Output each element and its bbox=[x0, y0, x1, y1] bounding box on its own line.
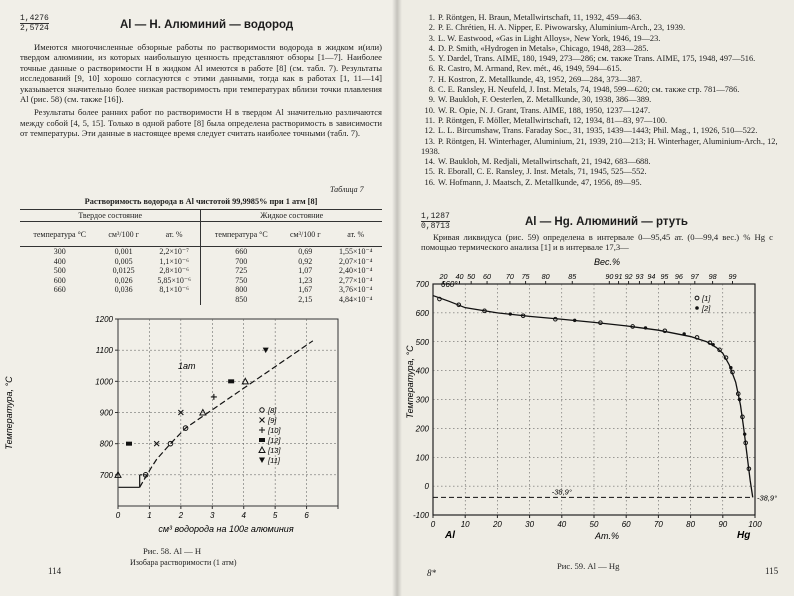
page-number-left: 114 bbox=[48, 566, 62, 576]
figure-58-caption: Рис. 58. Al — H bbox=[143, 546, 202, 556]
table-cell: 660 bbox=[201, 247, 281, 257]
table-title: Растворимость водорода в Al чистотой 99,9985% при 1 атм [8] bbox=[84, 197, 318, 206]
table-cell: 0,036 bbox=[114, 285, 133, 295]
reference-item bbox=[421, 106, 783, 116]
top-tick-label: 94 bbox=[647, 272, 656, 281]
book-gutter bbox=[392, 0, 402, 596]
figure-58-plot bbox=[4, 315, 338, 534]
x-tick-label: 0 bbox=[115, 511, 121, 520]
reference-number: 7. bbox=[428, 74, 435, 84]
table-cell: 2,8×10⁻⁶ bbox=[159, 266, 189, 276]
y-tick-label: 600 bbox=[415, 308, 429, 318]
top-tick-label: 50 bbox=[467, 272, 476, 281]
reference-item bbox=[421, 95, 783, 105]
table-row bbox=[20, 247, 382, 257]
table-cell: 750 bbox=[201, 276, 281, 286]
reference-item bbox=[421, 75, 783, 85]
legend-marker-filled bbox=[695, 306, 699, 310]
legend-label: [1] bbox=[702, 294, 711, 303]
table-column-header-row bbox=[20, 222, 382, 247]
data-point-filled-square bbox=[126, 442, 132, 446]
reference-number: 12. bbox=[424, 126, 435, 136]
reference-number: 9. bbox=[428, 95, 435, 105]
table-cell: 1,55×10⁻⁴ bbox=[338, 247, 373, 256]
top-tick-label: 92 bbox=[624, 272, 633, 281]
table-cell bbox=[99, 295, 147, 305]
y-tick-label: 1200 bbox=[95, 315, 113, 324]
x-tick-label: 50 bbox=[589, 520, 599, 529]
x-tick-label: 30 bbox=[525, 520, 535, 529]
table-cell: 2,2×10⁻⁷ bbox=[159, 247, 189, 256]
left-element-label: Al bbox=[445, 530, 455, 541]
figure-58-subcaption: Изобара растворимости (1 атм) bbox=[130, 558, 237, 567]
y-tick-label: 900 bbox=[99, 408, 113, 418]
top-tick-label: 90 bbox=[605, 272, 614, 281]
reference-number: 5. bbox=[428, 54, 435, 64]
reference-item bbox=[421, 137, 783, 158]
top-tick-label: 70 bbox=[505, 272, 514, 281]
reference-text: R. Eborall, C. E. Ransley, J. Inst. Metals, 71, 1945, 525—552. bbox=[438, 167, 647, 177]
table-cell: 8,1×10⁻⁶ bbox=[159, 285, 189, 295]
table-cell: 2,40×10⁻⁴ bbox=[338, 266, 373, 276]
table-cell: 0,0125 bbox=[112, 266, 135, 276]
table-cell: 2,07×10⁻⁴ bbox=[338, 256, 373, 266]
table-cell: 600 bbox=[53, 275, 66, 285]
table-cell: 2,15 bbox=[298, 294, 313, 304]
table-cell: 0,92 bbox=[298, 256, 313, 266]
liquid-isobar-line bbox=[140, 341, 313, 487]
table-cell: 400 bbox=[53, 256, 66, 266]
reference-item bbox=[421, 34, 783, 44]
melting-point-annotation: 660° bbox=[441, 279, 458, 289]
column-header: см³/100 г bbox=[99, 222, 147, 247]
atomic-ratio-fraction bbox=[20, 14, 49, 33]
reference-item bbox=[421, 178, 783, 188]
figure-59-plot bbox=[405, 257, 777, 541]
figure-58-chart bbox=[0, 305, 397, 570]
right-page bbox=[397, 0, 794, 596]
x-tick-label: 3 bbox=[210, 511, 215, 520]
fraction-top: 1,1287 bbox=[421, 212, 450, 221]
top-tick-label: 85 bbox=[568, 272, 577, 281]
legend-label: [13] bbox=[268, 446, 281, 455]
reference-item bbox=[421, 13, 783, 23]
top-tick-label: 91 bbox=[614, 272, 623, 281]
reference-number: 16. bbox=[424, 177, 435, 187]
liquidus-curve bbox=[433, 296, 753, 498]
table-row bbox=[20, 285, 382, 295]
table-group-header-row bbox=[20, 210, 382, 222]
table-cell: 850 bbox=[201, 295, 281, 305]
table-cell: 1,07 bbox=[298, 266, 313, 276]
x-tick-label: 70 bbox=[653, 520, 663, 529]
paragraph-1: Имеются многочисленные обзорные работы по растворимости водорода в жидком и(или) твердом алюминии, из которых наибольшую ценность представляют обзоры [1—7]. Наиболее точные данные о растворимости H в жидком Al имеются в работе [8] (см. табл. 7). Результаты исследований [9, 10] хорошо согласуются с этими данными, тогда как в работах [1, 11—14] указывается значительно более низкая растворимость при температурах вблизи точки плавления Al (рис. 58) (см. также [16]). bbox=[20, 42, 382, 105]
y-tick-label: 500 bbox=[415, 337, 429, 347]
table-cell: 800 bbox=[201, 285, 281, 295]
y-tick-label: -100 bbox=[412, 511, 429, 520]
data-point-filled bbox=[738, 398, 741, 401]
column-header: см³/100 г bbox=[281, 222, 329, 247]
x-axis-label: Ат.% bbox=[595, 531, 619, 541]
y-axis-label: Температура, °С bbox=[405, 345, 415, 419]
eutectic-right-annotation: -38,9° bbox=[757, 493, 778, 503]
legend-marker bbox=[260, 408, 264, 412]
reference-item bbox=[421, 44, 783, 54]
body-text bbox=[421, 232, 773, 253]
x-tick-label: 80 bbox=[686, 520, 696, 529]
legend-marker bbox=[259, 427, 265, 433]
y-tick-label: 200 bbox=[415, 424, 429, 434]
reference-item bbox=[421, 157, 783, 167]
y-tick-label: 700 bbox=[415, 280, 429, 289]
reference-number: 13. bbox=[424, 136, 435, 146]
data-point-filled bbox=[711, 343, 714, 346]
y-tick-label: 700 bbox=[99, 470, 113, 480]
reference-text: C. E. Ransley, H. Neufeld, J. Inst. Metals, 74, 1948, 599—620; см. также стр. 781—786. bbox=[438, 85, 740, 95]
column-header: ат. % bbox=[329, 222, 382, 247]
figure-59-caption: Рис. 59. Al — Hg bbox=[557, 561, 620, 571]
reference-text: P. E. Chrétien, H. A. Nipper, E. Piwowarsky, Aluminium-Arch., 23, 1939. bbox=[438, 23, 686, 33]
atomic-ratio-fraction bbox=[421, 212, 450, 231]
x-tick-label: 1 bbox=[147, 511, 152, 520]
y-tick-label: 400 bbox=[415, 366, 429, 376]
table-row bbox=[20, 257, 382, 267]
table-row bbox=[20, 266, 382, 276]
table-cell: 700 bbox=[201, 257, 281, 267]
reference-text: P. Röntgen, F. Möller, Metallwirtschaft, 12, 1934, 81—83, 97—100. bbox=[438, 115, 668, 125]
y-tick-label: 800 bbox=[99, 439, 113, 449]
body-text bbox=[20, 42, 382, 139]
table-cell: 1,1×10⁻⁶ bbox=[159, 256, 189, 266]
table-cell: 4,84×10⁻⁴ bbox=[338, 294, 373, 304]
reference-list bbox=[421, 13, 783, 188]
x-tick-label: 40 bbox=[557, 520, 567, 529]
legend-label: [12] bbox=[268, 436, 281, 445]
table-cell bbox=[20, 295, 99, 305]
table-cell: 500 bbox=[53, 266, 66, 276]
reference-number: 15. bbox=[424, 167, 435, 177]
x-tick-label: 60 bbox=[621, 520, 631, 529]
table-cell: 3,76×10⁻⁴ bbox=[338, 285, 373, 295]
reference-item bbox=[421, 126, 783, 136]
top-tick-label: 95 bbox=[660, 272, 669, 281]
reference-item bbox=[421, 85, 783, 95]
top-tick-label: 60 bbox=[483, 272, 492, 281]
top-tick-label: 97 bbox=[690, 272, 699, 281]
x-tick-label: 6 bbox=[304, 511, 309, 520]
x-tick-label: 4 bbox=[241, 511, 246, 520]
page-number-right: 115 bbox=[765, 566, 779, 576]
reference-number: 6. bbox=[428, 64, 435, 74]
legend-marker bbox=[259, 438, 265, 442]
data-point-filled bbox=[682, 332, 685, 335]
legend-marker-open bbox=[695, 296, 699, 300]
table-cell: 0,005 bbox=[114, 256, 133, 266]
table-cell: 5,85×10⁻⁶ bbox=[157, 275, 191, 285]
y-axis-label: Температура, °С bbox=[4, 376, 14, 450]
data-point-filled bbox=[644, 326, 647, 329]
top-tick-label: 96 bbox=[674, 272, 683, 281]
eutectic-annotation: -38,9° bbox=[551, 487, 572, 497]
reference-item bbox=[421, 54, 783, 64]
reference-text: W. R. Opie, N. J. Grant, Trans. AIME, 188, 1950, 1237—1247. bbox=[438, 105, 651, 115]
reference-item bbox=[421, 23, 783, 33]
data-point-filled bbox=[743, 432, 746, 435]
legend-label: [8] bbox=[268, 406, 277, 415]
top-tick-label: 40 bbox=[455, 272, 464, 281]
reference-number: 4. bbox=[428, 43, 435, 53]
legend-label: [2] bbox=[702, 304, 711, 313]
top-tick-label: 99 bbox=[728, 272, 737, 281]
legend-marker bbox=[259, 458, 265, 464]
reference-number: 1. bbox=[428, 13, 435, 22]
table-row bbox=[20, 276, 382, 286]
x-tick-label: 0 bbox=[430, 520, 436, 529]
data-point-filled bbox=[573, 319, 576, 322]
fraction-bottom: 2,5724 bbox=[20, 24, 49, 33]
reference-number: 2. bbox=[428, 23, 435, 33]
reference-text: P. Röntgen, H. Winterhager, Aluminium, 21, 1939, 210—213; H. Winterhager, Aluminium-Arch., 12, 1938. bbox=[421, 136, 778, 156]
table-cell: 0,69 bbox=[298, 247, 313, 256]
legend-marker bbox=[260, 418, 265, 423]
reference-text: R. Castro, M. Armand, Rev. mét., 46, 1949, 594—615. bbox=[438, 64, 622, 74]
y-tick-label: 1100 bbox=[95, 346, 113, 356]
reference-text: H. Kostron, Z. Metallkunde, 43, 1952, 269—284, 373—387. bbox=[438, 74, 643, 84]
table-cell: 725 bbox=[201, 266, 281, 276]
table-cell: 300 bbox=[53, 247, 66, 256]
reference-number: 8. bbox=[428, 85, 435, 95]
y-tick-label: 100 bbox=[415, 453, 429, 463]
table-cell: 660 bbox=[53, 285, 66, 295]
legend-label: [9] bbox=[268, 416, 277, 425]
reference-text: D. P. Smith, «Hydrogen in Metals», Chicago, 1948, 283—285. bbox=[438, 43, 649, 53]
fraction-bottom: 0,8713 bbox=[421, 222, 450, 231]
top-tick-label: 20 bbox=[439, 272, 448, 281]
reference-text: W. Hofmann, J. Maatsch, Z. Metallkunde, 47, 1956, 89—95. bbox=[438, 177, 642, 187]
top-tick-label: 80 bbox=[541, 272, 550, 281]
table-label: Таблица 7 bbox=[330, 185, 364, 194]
top-tick-label: 98 bbox=[708, 272, 717, 281]
column-header: температура °C bbox=[20, 222, 99, 247]
reference-number: 3. bbox=[428, 33, 435, 43]
group-header-solid: Твердое состояние bbox=[20, 210, 201, 222]
x-tick-label: 20 bbox=[492, 520, 502, 529]
data-point-plus bbox=[211, 394, 217, 400]
y-tick-label: 0 bbox=[424, 482, 429, 492]
x-tick-label: 10 bbox=[460, 520, 470, 529]
top-axis-label: Вес.% bbox=[594, 257, 620, 267]
x-tick-label: 5 bbox=[272, 511, 278, 520]
reference-number: 10. bbox=[424, 105, 435, 115]
section-heading: Al — H. Алюминий — водород bbox=[120, 19, 294, 31]
table-cell: 0,026 bbox=[114, 275, 133, 285]
column-header: температура °C bbox=[201, 222, 281, 247]
section-heading: Al — Hg. Алюминий — ртуть bbox=[525, 216, 688, 228]
data-point-filled bbox=[509, 312, 512, 315]
reference-number: 14. bbox=[424, 157, 435, 167]
group-header-liquid: Жидкое состояние bbox=[201, 210, 382, 222]
table-row bbox=[20, 295, 382, 305]
reference-item bbox=[421, 64, 783, 74]
reference-text: Y. Dardel, Trans. AIME, 180, 1949, 273—286; см. также Trans. AIME, 175, 1948, 497—516. bbox=[438, 54, 756, 64]
reference-text: W. Baukloh, F. Oesterlen, Z. Metallkunde, 30, 1938, 386—389. bbox=[438, 95, 652, 105]
table bbox=[20, 209, 382, 305]
pressure-annotation: 1ат bbox=[178, 361, 196, 371]
legend-label: [10] bbox=[268, 426, 281, 435]
table-cell: 1,67 bbox=[298, 285, 313, 295]
reference-text: L. L. Bircumshaw, Trans. Faraday Soc., 31, 1935, 1439—1443; Phil. Mag., 1, 1926, 510—522. bbox=[438, 126, 758, 136]
fraction-top: 1,4276 bbox=[20, 14, 49, 23]
paragraph-2: Результаты более ранних работ по растворимости H в твердом Al значительно различаются между собой [4, 5, 15]. Только в одной работе [8] была определена растворимость в зависимости от температуры. Эти данные в настоящее время следует считать наиболее точными (табл. 7). bbox=[20, 107, 382, 139]
reference-item bbox=[421, 116, 783, 126]
legend-label: [11] bbox=[268, 456, 280, 465]
figure-59-chart bbox=[397, 252, 794, 596]
y-tick-label: 300 bbox=[415, 395, 429, 405]
table-cell: 1,23 bbox=[298, 275, 313, 285]
legend-marker bbox=[259, 447, 265, 453]
reference-text: P. Röntgen, H. Braun, Metallwirtschaft, 11, 1932, 459—463. bbox=[438, 13, 642, 22]
paragraph: Кривая ликвидуса (рис. 59) определена в интервале 0—95,45 ат. (0—99,4 вес.) % Hg с помощью термического анализа [1] и в интервале 17,3— bbox=[421, 232, 773, 253]
table-cell: 2,77×10⁻⁴ bbox=[338, 275, 373, 285]
x-tick-label: 100 bbox=[748, 520, 762, 529]
x-tick-label: 2 bbox=[178, 511, 184, 520]
data-point-filled-square bbox=[228, 379, 234, 383]
top-tick-label: 75 bbox=[521, 272, 530, 281]
x-axis-label: см³ водорода на 100г алюминия bbox=[158, 524, 294, 534]
table-cell: 0,001 bbox=[114, 247, 133, 256]
top-tick-label: 93 bbox=[635, 272, 644, 281]
solubility-table bbox=[20, 209, 382, 305]
column-header: ат. % bbox=[148, 222, 201, 247]
signature-mark: 8* bbox=[427, 568, 436, 578]
reference-text: L. W. Eastwood, «Gas in Light Alloys», New York, 1946, 19—23. bbox=[438, 33, 661, 43]
y-tick-label: 1000 bbox=[95, 377, 113, 387]
data-point-filled bbox=[729, 366, 732, 369]
x-tick-label: 90 bbox=[718, 520, 728, 529]
reference-text: W. Baukloh, M. Redjali, Metallwirtschaft, 21, 1942, 683—688. bbox=[438, 157, 651, 167]
reference-item bbox=[421, 167, 783, 177]
right-element-label: Hg bbox=[737, 530, 751, 541]
reference-number: 11. bbox=[424, 115, 435, 125]
table-cell bbox=[148, 295, 201, 305]
